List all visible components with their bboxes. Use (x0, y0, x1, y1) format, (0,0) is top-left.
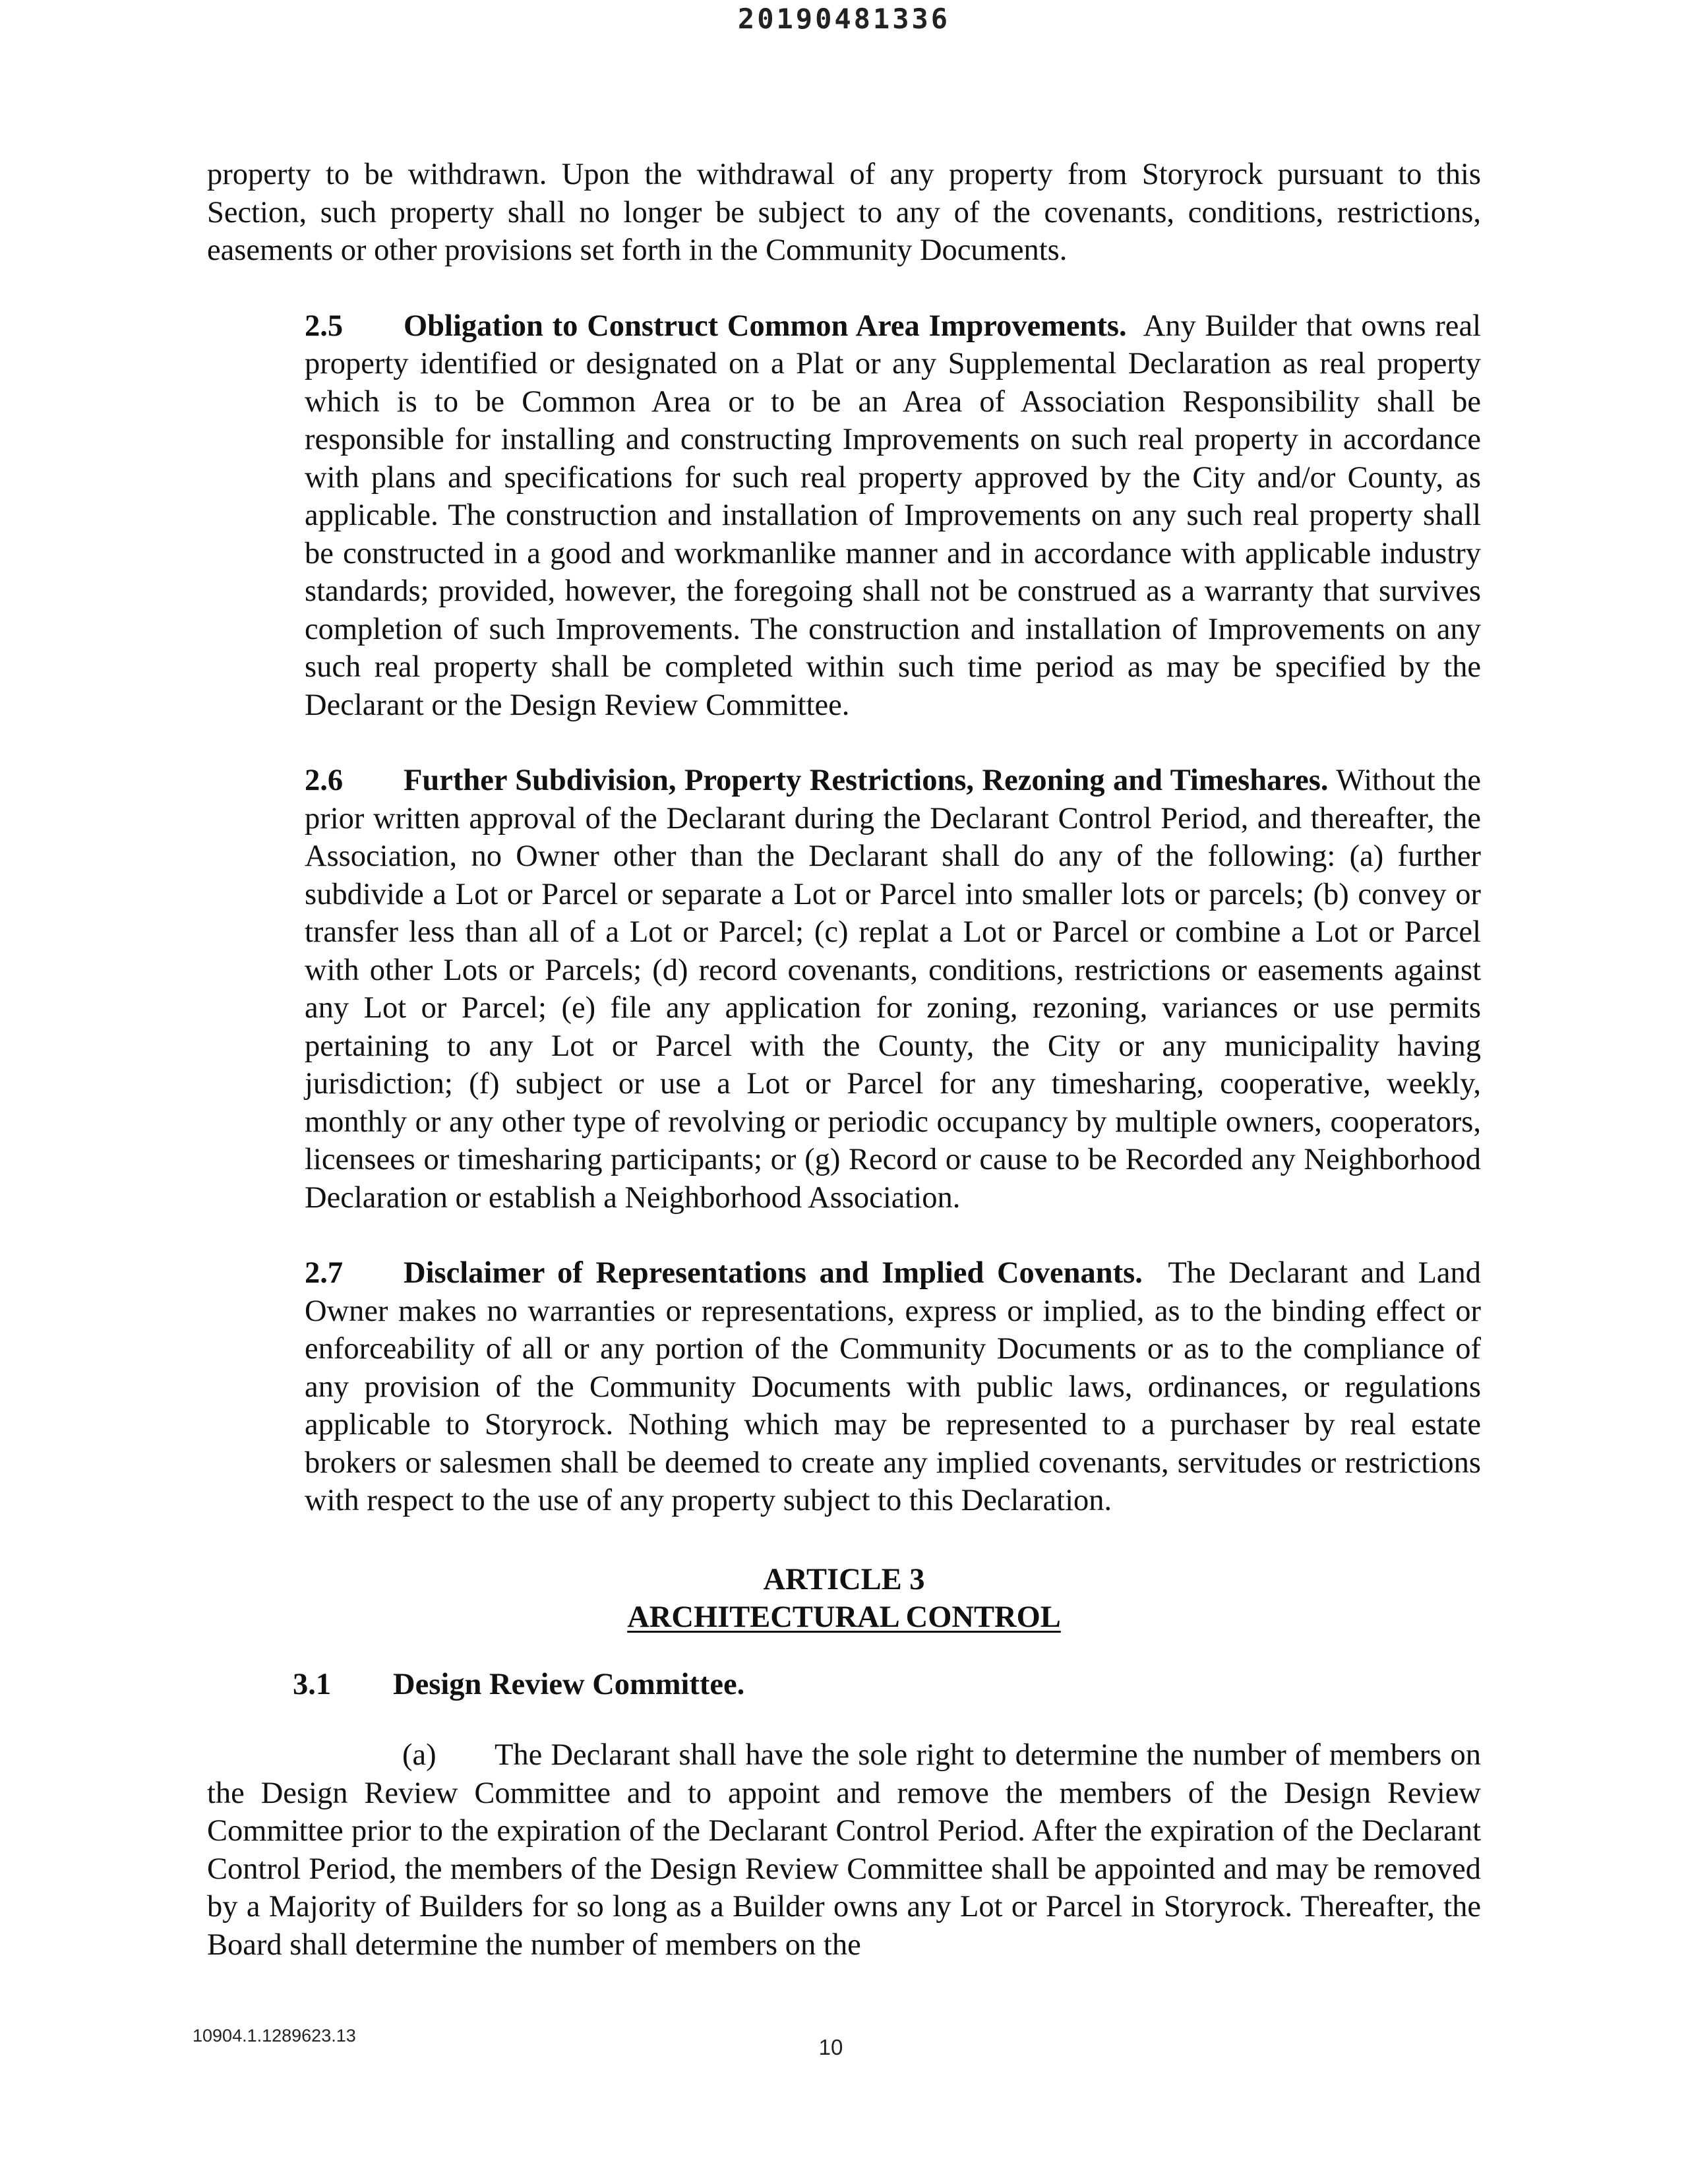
document-body (207, 156, 1481, 1964)
section-number: 3.1 (293, 1667, 332, 1701)
recording-number: 20190481336 (737, 3, 951, 35)
section-body: Without the prior written approval of the Declarant during the Declarant Control Period, and thereafter, the Association, no Owner other than the Declarant shall do any of the following: (a) further subdivide a Lot or Parcel or separate a Lot or Parcel into smaller lots or parcels; (b) convey or transfer less than all of a Lot or Parcel; (c) replat a Lot or Parcel or combine a Lot or Parcel with other Lots or Parcels; (d) record covenants, conditions, restrictions or easements against any Lot or Parcel; (e) file any application for zoning, rezoning, variances or use permits pertaining to any Lot or Parcel with the County, the City or any municipality having jurisdiction; (f) subject or use a Lot or Parcel for any timesharing, cooperative, weekly, monthly or any other type of revolving or periodic occupancy by multiple owners, cooperators, licensees or timesharing participants; or (g) Record or cause to be Recorded any Neighborhood Declaration or establish a Neighborhood Association. (305, 764, 1482, 1215)
document-id: 10904.1.1289623.13 (193, 2026, 356, 2046)
page-number: 10 (818, 2035, 843, 2059)
section-2-7 (207, 1254, 1481, 1520)
section-number: 2.5 (305, 309, 344, 343)
section-2-6 (207, 762, 1481, 1217)
section-title: Design Review Committee. (393, 1667, 745, 1701)
section-body: The Declarant and Land Owner makes no warranties or representations, express or implied, as to the binding effect or enforceability of all or any portion of the Community Documents or as to the compliance of any provision of the Community Documents with public laws, ordinances, or regulations applicable to Storyrock. Nothing which may be represented to a purchaser by real estate brokers or salesmen shall be deemed to create any implied covenants, servitudes or restrictions with respect to the use of any property subject to this Declaration. (305, 1256, 1482, 1517)
section-2-5 (207, 307, 1481, 725)
section-title: Further Subdivision, Property Restrictions, Rezoning and Timeshares. (404, 764, 1329, 797)
article-label: ARTICLE 3 (763, 1562, 925, 1596)
subparagraph-text: The Declarant shall have the sole right to determine the number of members on the Design Review Committee and to appoint and remove the members of the Design Review Committee prior to the expiration of the Declarant Control Period. After the expiration of the Declarant Control Period, the members of the Design Review Committee shall be appointed and may be removed by a Majority of Builders for so long as a Builder owns any Lot or Parcel in Storyrock. Thereafter, the Board shall determine the number of members on the (207, 1738, 1481, 1962)
article-title: ARCHITECTURAL CONTROL (627, 1600, 1061, 1634)
section-title: Disclaimer of Representations and Implied Covenants. (404, 1256, 1143, 1290)
section-3-1-subparagraph-a (207, 1736, 1481, 1964)
section-3-1-heading (207, 1666, 1481, 1704)
article-heading (207, 1561, 1481, 1637)
subparagraph-label: (a) (402, 1738, 437, 1772)
section-title: Obligation to Construct Common Area Improvements. (404, 309, 1127, 343)
section-number: 2.7 (305, 1256, 344, 1290)
continuation-paragraph: property to be withdrawn. Upon the withdrawal of any property from Storyrock pursuant to this Section, such property shall no longer be subject to any of the covenants, conditions, restrictions, easements or other provisions set forth in the Community Documents. (207, 158, 1481, 267)
section-number: 2.6 (305, 764, 344, 797)
section-body: Any Builder that owns real property identified or designated on a Plat or any Supplemental Declaration as real property which is to be Common Area or to be an Area of Association Responsibility shall be responsible for installing and constructing Improvements on such real property in accordance with plans and specifications for such real property approved by the City and/or County, as applicable. The construction and installation of Improvements on any such real property shall be constructed in a good and workmanlike manner and in accordance with applicable industry standards; provided, however, the foregoing shall not be construed as a warranty that survives completion of such Improvements. The construction and installation of Improvements on any such real property shall be completed within such time period as may be specified by the Declarant or the Design Review Committee. (305, 309, 1481, 722)
